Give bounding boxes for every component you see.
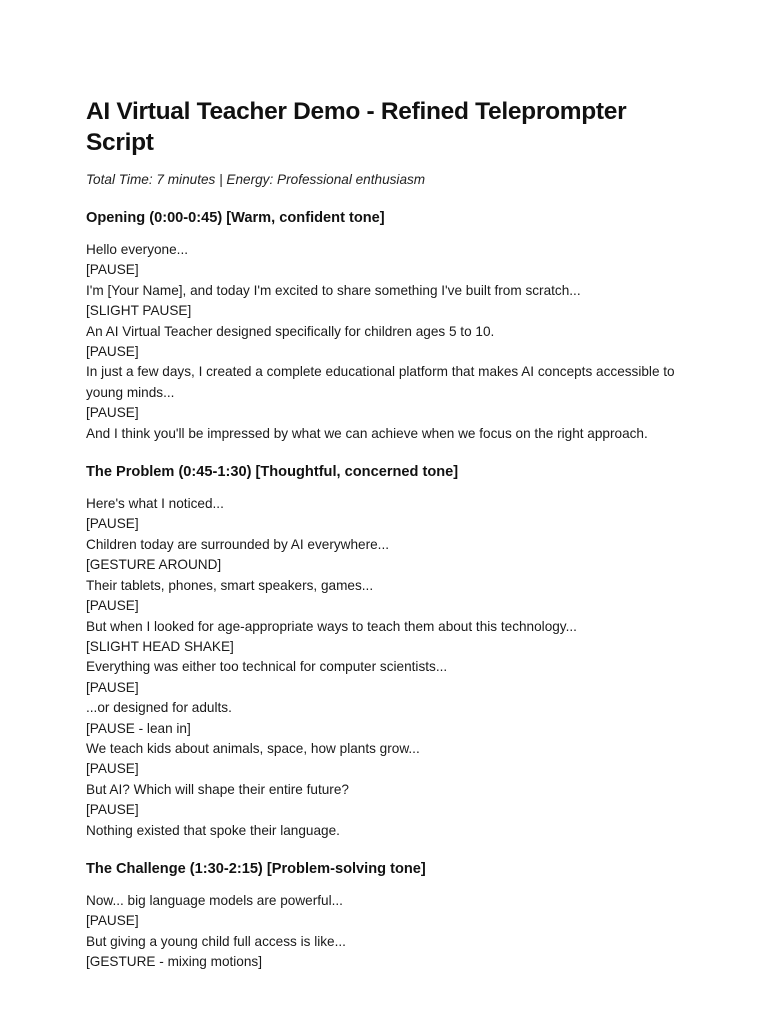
document-page bbox=[86, 96, 696, 973]
script-line: [PAUSE] bbox=[86, 802, 139, 818]
script-line: [PAUSE] bbox=[86, 262, 139, 278]
script-line: [PAUSE - lean in] bbox=[86, 720, 191, 736]
script-line: Here's what I noticed... bbox=[86, 496, 224, 512]
script-line: We teach kids about animals, space, how plants grow... bbox=[86, 740, 420, 756]
script-line: [PAUSE] bbox=[86, 405, 139, 421]
script-line: [PAUSE] bbox=[86, 598, 139, 614]
script-line: Everything was either too technical for computer scientists... bbox=[86, 659, 448, 675]
script-line: [GESTURE AROUND] bbox=[86, 557, 222, 573]
script-lines bbox=[86, 891, 696, 973]
script-line: Now... big language models are powerful... bbox=[86, 892, 343, 908]
script-sections bbox=[86, 208, 696, 973]
document-subtitle: Total Time: 7 minutes | Energy: Professional enthusiasm bbox=[86, 172, 426, 187]
script-section bbox=[86, 859, 696, 973]
section-heading: The Problem (0:45-1:30) [Thoughtful, concerned tone] bbox=[86, 464, 459, 481]
script-line: Their tablets, phones, smart speakers, games... bbox=[86, 577, 374, 593]
script-line: [SLIGHT PAUSE] bbox=[86, 303, 192, 319]
script-line: I'm [Your Name], and today I'm excited to share something I've built from scratch... bbox=[86, 282, 581, 298]
script-line: An AI Virtual Teacher designed specifically for children ages 5 to 10. bbox=[86, 323, 495, 339]
script-line: ...or designed for adults. bbox=[86, 700, 232, 716]
script-line: But giving a young child full access is like... bbox=[86, 933, 346, 949]
script-line: [PAUSE] bbox=[86, 344, 139, 360]
script-line: In just a few days, I created a complete educational platform that makes AI concepts accessible to young minds... bbox=[86, 364, 675, 400]
script-line: [GESTURE - mixing motions] bbox=[86, 954, 263, 970]
document-title: AI Virtual Teacher Demo - Refined Teleprompter Script bbox=[86, 98, 627, 156]
script-line: [PAUSE] bbox=[86, 516, 139, 532]
script-line: Nothing existed that spoke their language. bbox=[86, 822, 340, 838]
script-line: [PAUSE] bbox=[86, 761, 139, 777]
script-lines bbox=[86, 494, 696, 841]
script-lines bbox=[86, 240, 696, 444]
script-line: Hello everyone... bbox=[86, 242, 189, 257]
section-heading: The Challenge (1:30-2:15) [Problem-solving tone] bbox=[86, 860, 426, 877]
script-line: [PAUSE] bbox=[86, 679, 139, 695]
script-section bbox=[86, 208, 696, 444]
script-line: But when I looked for age-appropriate ways to teach them about this technology... bbox=[86, 618, 577, 634]
script-line: Children today are surrounded by AI everywhere... bbox=[86, 536, 390, 552]
script-line: [SLIGHT HEAD SHAKE] bbox=[86, 638, 234, 654]
script-line: But AI? Which will shape their entire future? bbox=[86, 781, 349, 797]
script-section bbox=[86, 462, 696, 841]
script-line: And I think you'll be impressed by what we can achieve when we focus on the right approach. bbox=[86, 425, 648, 441]
script-line: [PAUSE] bbox=[86, 913, 139, 929]
section-heading: Opening (0:00-0:45) [Warm, confident tone] bbox=[86, 210, 385, 226]
